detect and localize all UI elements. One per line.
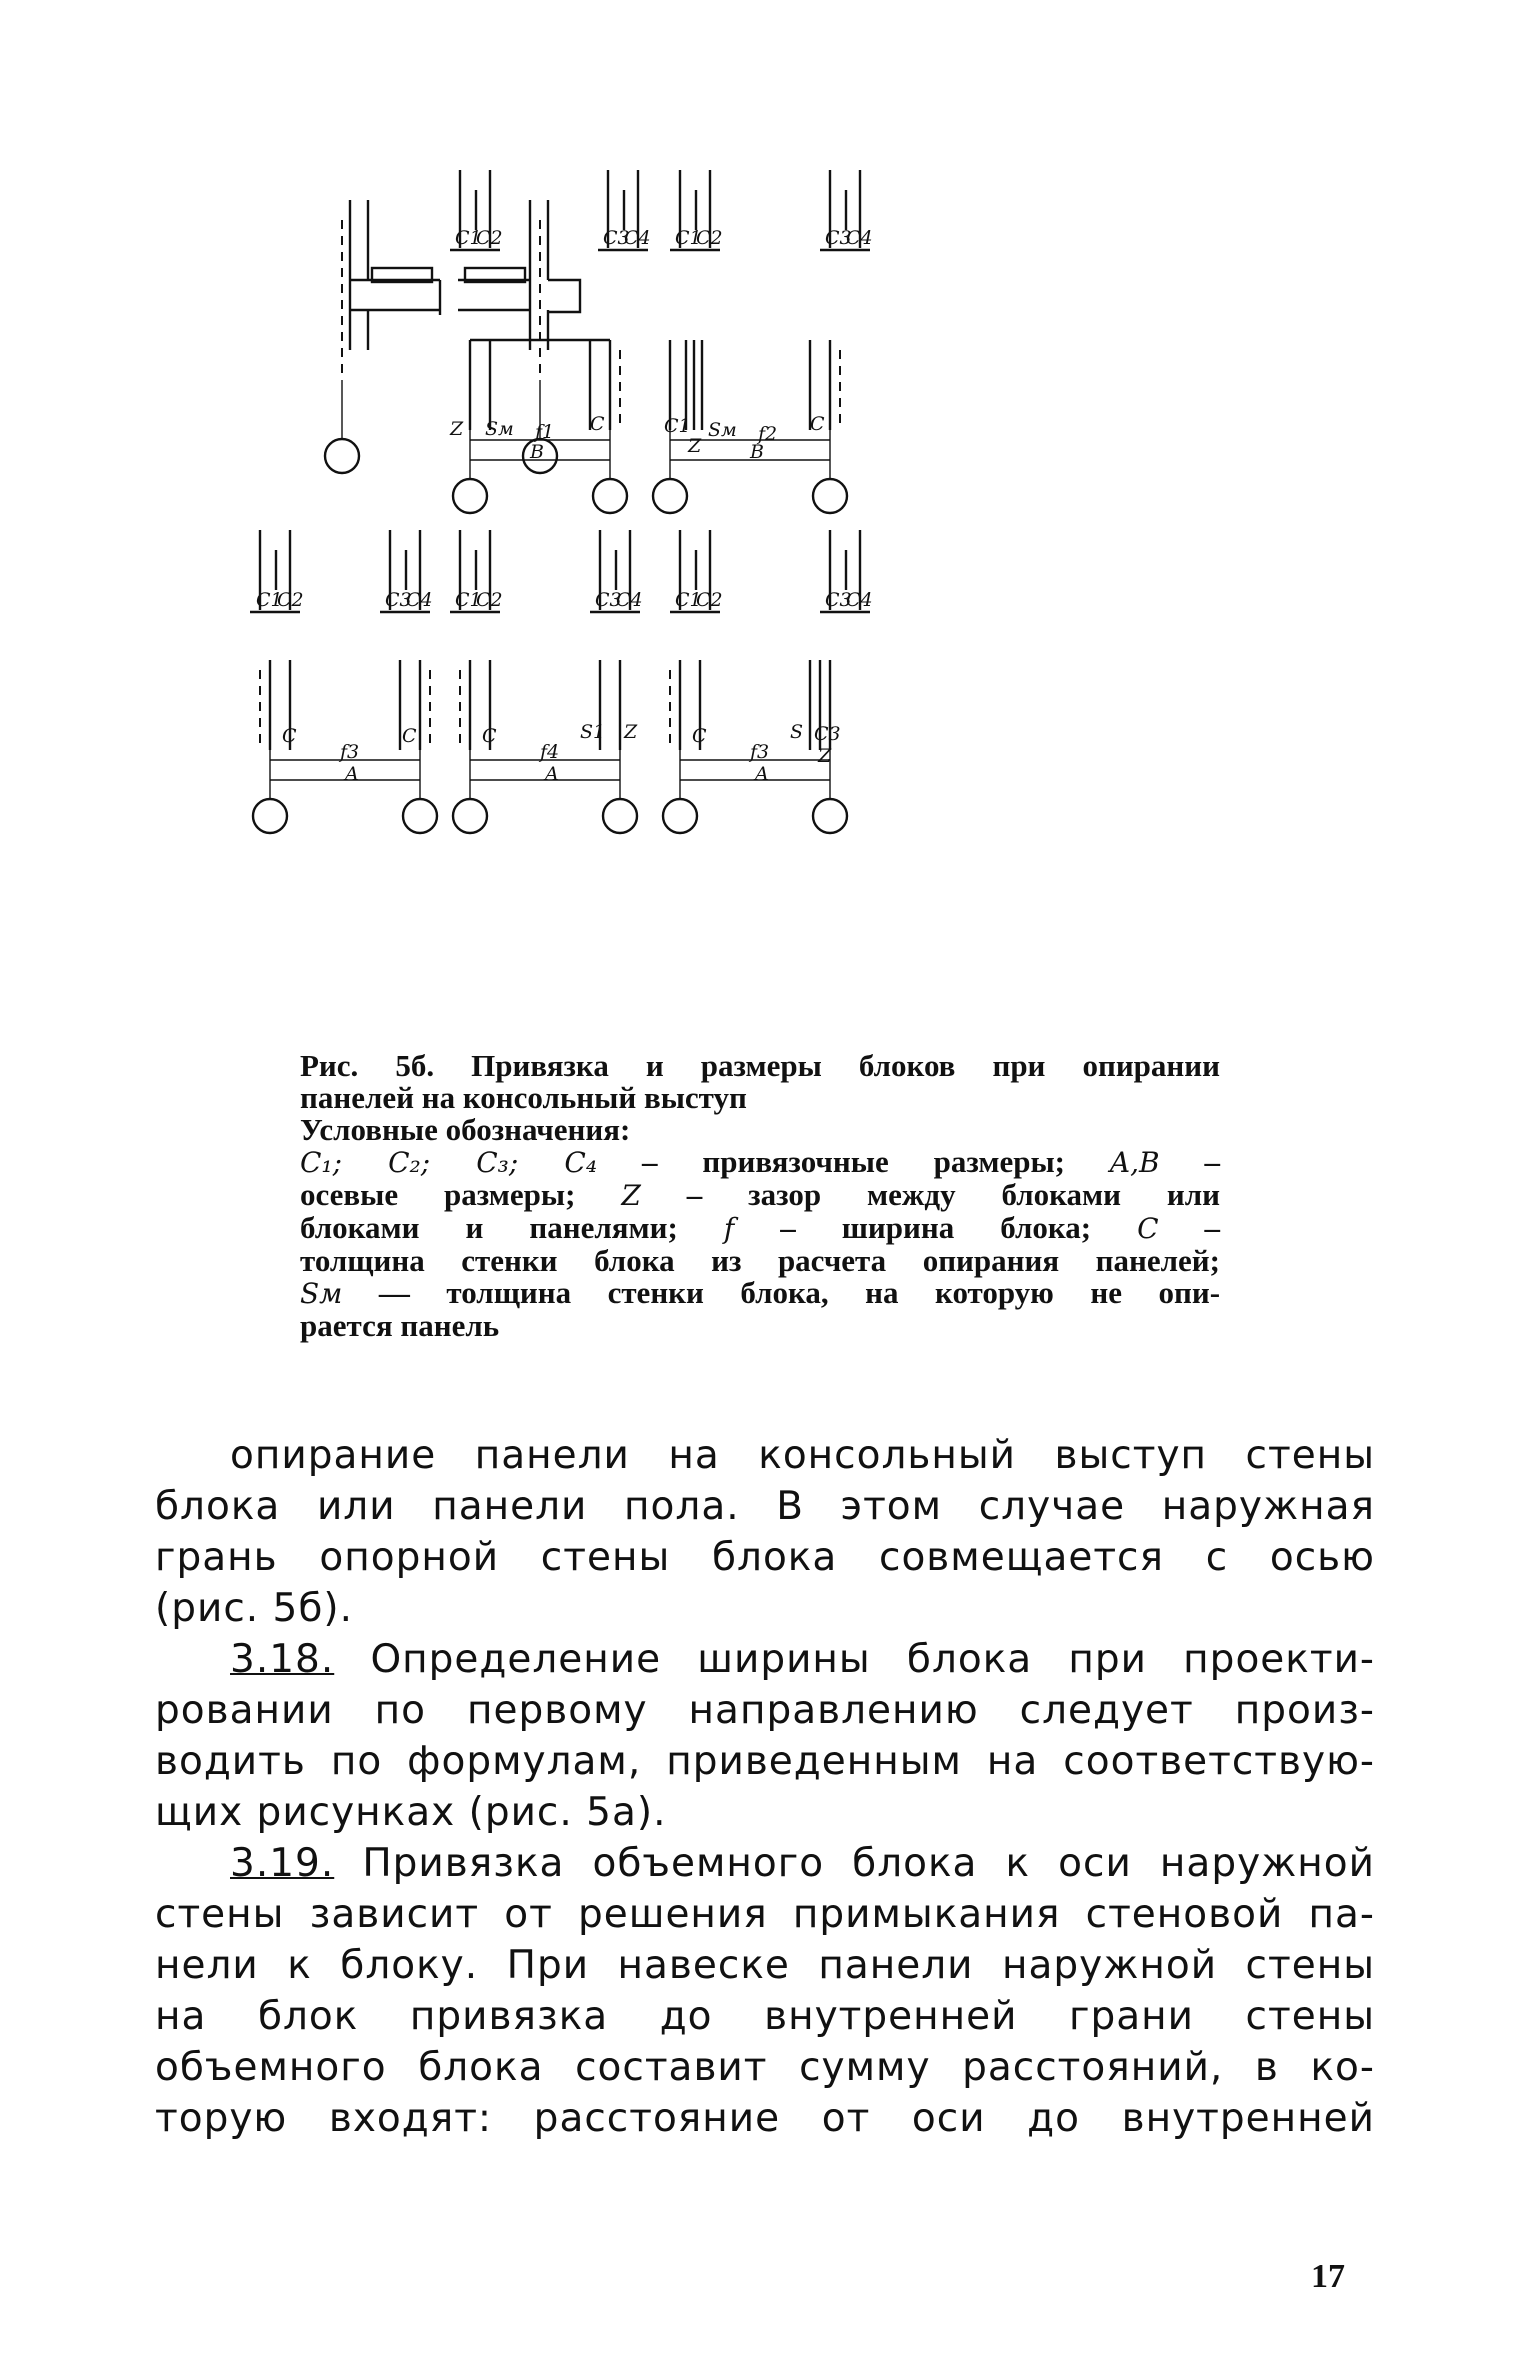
legend-f-desc: – ширина блока; bbox=[780, 1210, 1092, 1245]
label-c1: C1 bbox=[455, 227, 482, 249]
text-line: стены зависит от решения примыкания стеновой па- bbox=[155, 1892, 1375, 1937]
label-c4: C4 bbox=[624, 227, 651, 249]
text-line: нели к блоку. При навеске панели наружной стены bbox=[155, 1943, 1375, 1988]
text-fragment: Привязка объемного блока к оси наружной bbox=[362, 1841, 1375, 1886]
symbol-c1-c4: C₁; C₂; C₃; C₄ bbox=[300, 1146, 598, 1179]
label-a: A bbox=[345, 763, 359, 785]
paragraph-3-18 bbox=[155, 1634, 1375, 1838]
detail-console-left bbox=[325, 200, 440, 473]
label-c1: C1 bbox=[675, 589, 702, 611]
label-s1: S1 bbox=[580, 721, 606, 743]
paragraph-1 bbox=[155, 1430, 1375, 1634]
label-c: C bbox=[692, 725, 707, 747]
axis-circle bbox=[663, 799, 697, 833]
block-binding-diagram bbox=[256, 140, 1270, 1020]
symbol-ab: A,B bbox=[1109, 1146, 1160, 1179]
label-b: B bbox=[530, 441, 544, 463]
text-line bbox=[155, 1634, 1375, 1685]
label-c2: C2 bbox=[696, 589, 723, 611]
text-line: грань опорной стены блока совмещается с осью bbox=[155, 1535, 1375, 1580]
legend-heading: Условные обозначения: bbox=[300, 1112, 631, 1147]
label-c1: C1 bbox=[664, 415, 691, 437]
text-line: блока или панели пола. В этом случае наружная bbox=[155, 1484, 1375, 1529]
axis-circle bbox=[653, 479, 687, 513]
axis-circle bbox=[593, 479, 627, 513]
text-line: ровании по первому направлению следует произ- bbox=[155, 1688, 1375, 1733]
bottom-span-a bbox=[253, 660, 847, 833]
text-line: водить по формулам, приведенным на соответствую- bbox=[155, 1739, 1375, 1784]
axis-circle bbox=[253, 799, 287, 833]
paragraph-3-19 bbox=[155, 1838, 1375, 2144]
label-c: C bbox=[402, 725, 417, 747]
label-c2: C2 bbox=[476, 227, 503, 249]
label-z: Z bbox=[688, 435, 702, 457]
label-c3: C3 bbox=[595, 589, 622, 611]
axis-circle bbox=[813, 799, 847, 833]
label-c4: C4 bbox=[406, 589, 433, 611]
label-c4: C4 bbox=[846, 227, 873, 249]
legend-sm-desc: — толщина стенки блока, на которую не опи- bbox=[378, 1275, 1221, 1310]
symbol-c: C bbox=[1137, 1212, 1159, 1245]
caption-title-line1: Привязка и размеры блоков при опирании bbox=[471, 1048, 1221, 1083]
axis-circle bbox=[403, 799, 437, 833]
label-a: A bbox=[755, 763, 769, 785]
symbol-sm: Sм bbox=[300, 1277, 343, 1310]
axis-circle bbox=[325, 439, 359, 473]
text-line: опирание панели на консольный выступ стены bbox=[230, 1433, 1375, 1478]
text-line: (рис. 5б). bbox=[155, 1586, 354, 1631]
label-s: S bbox=[790, 721, 804, 743]
label-c: C bbox=[482, 725, 497, 747]
label-c3: C3 bbox=[603, 227, 630, 249]
label-c1: C1 bbox=[675, 227, 702, 249]
top-wall-stubs bbox=[450, 170, 873, 250]
axis-circle bbox=[453, 799, 487, 833]
body-text bbox=[155, 1430, 1375, 2144]
label-a: A bbox=[545, 763, 559, 785]
label-c: C bbox=[590, 413, 605, 435]
label-c: C bbox=[282, 725, 297, 747]
label-b: B bbox=[750, 441, 764, 463]
legend-ab-dash: – bbox=[1204, 1144, 1221, 1179]
page-number: 17 bbox=[1311, 2258, 1345, 2295]
label-f3: f3 bbox=[750, 741, 770, 763]
label-c2: C2 bbox=[476, 589, 503, 611]
label-c4: C4 bbox=[616, 589, 643, 611]
label-c2: C2 bbox=[277, 589, 304, 611]
legend-z-desc2: блоками и панелями; bbox=[300, 1210, 678, 1245]
label-f4: f4 bbox=[540, 741, 560, 763]
axis-circle bbox=[603, 799, 637, 833]
label-f1: f1 bbox=[535, 421, 555, 443]
text-line: объемного блока составит сумму расстояний, в ко- bbox=[155, 2045, 1375, 2090]
label-c3: C3 bbox=[814, 723, 841, 745]
middle-wall-stubs bbox=[250, 530, 873, 612]
label-c: C bbox=[810, 413, 825, 435]
text-fragment: Определение ширины блока при проекти- bbox=[370, 1637, 1375, 1682]
label-z: Z bbox=[818, 745, 832, 767]
section-number: 3.19. bbox=[230, 1841, 335, 1886]
symbol-f: f bbox=[723, 1212, 735, 1245]
legend-z-desc: – зазор между блоками или bbox=[686, 1177, 1220, 1212]
label-c1: C1 bbox=[455, 589, 482, 611]
label-c2: C2 bbox=[696, 227, 723, 249]
caption-title-line2: панелей на консольный выступ bbox=[300, 1080, 747, 1115]
label-c1: C1 bbox=[256, 589, 283, 611]
legend-c-dash: – bbox=[1204, 1210, 1221, 1245]
label-sm: Sм bbox=[485, 418, 514, 440]
symbol-z: Z bbox=[621, 1179, 641, 1212]
text-line bbox=[155, 1838, 1375, 1889]
label-f2: f2 bbox=[758, 423, 778, 445]
legend-c-desc: – привязочные размеры; bbox=[641, 1144, 1065, 1179]
text-line: торую входят: расстояние от оси до внутренней bbox=[155, 2096, 1375, 2141]
text-line: на блок привязка до внутренней грани стены bbox=[155, 1994, 1375, 2039]
label-z: Z bbox=[450, 418, 464, 440]
label-c3: C3 bbox=[385, 589, 412, 611]
axis-circle bbox=[813, 479, 847, 513]
label-c3: C3 bbox=[825, 227, 852, 249]
label-c4: C4 bbox=[846, 589, 873, 611]
text-line: щих рисунках (рис. 5а). bbox=[155, 1790, 667, 1835]
figure-caption bbox=[300, 1050, 1220, 1342]
legend-sm-desc2: рается панель bbox=[300, 1308, 500, 1343]
section-number: 3.18. bbox=[230, 1637, 335, 1682]
legend-c-desc: толщина стенки блока из расчета опирания панелей; bbox=[300, 1243, 1220, 1278]
legend-ab-desc: осевые размеры; bbox=[300, 1177, 576, 1212]
figure-number: Рис. 5б. bbox=[300, 1048, 435, 1083]
label-f3: f3 bbox=[340, 741, 360, 763]
label-sm: Sм bbox=[708, 419, 737, 441]
top-span-b bbox=[449, 340, 847, 513]
label-c3: C3 bbox=[825, 589, 852, 611]
figure-5b bbox=[256, 140, 1270, 1020]
label-z: Z bbox=[624, 721, 638, 743]
axis-circle bbox=[453, 479, 487, 513]
